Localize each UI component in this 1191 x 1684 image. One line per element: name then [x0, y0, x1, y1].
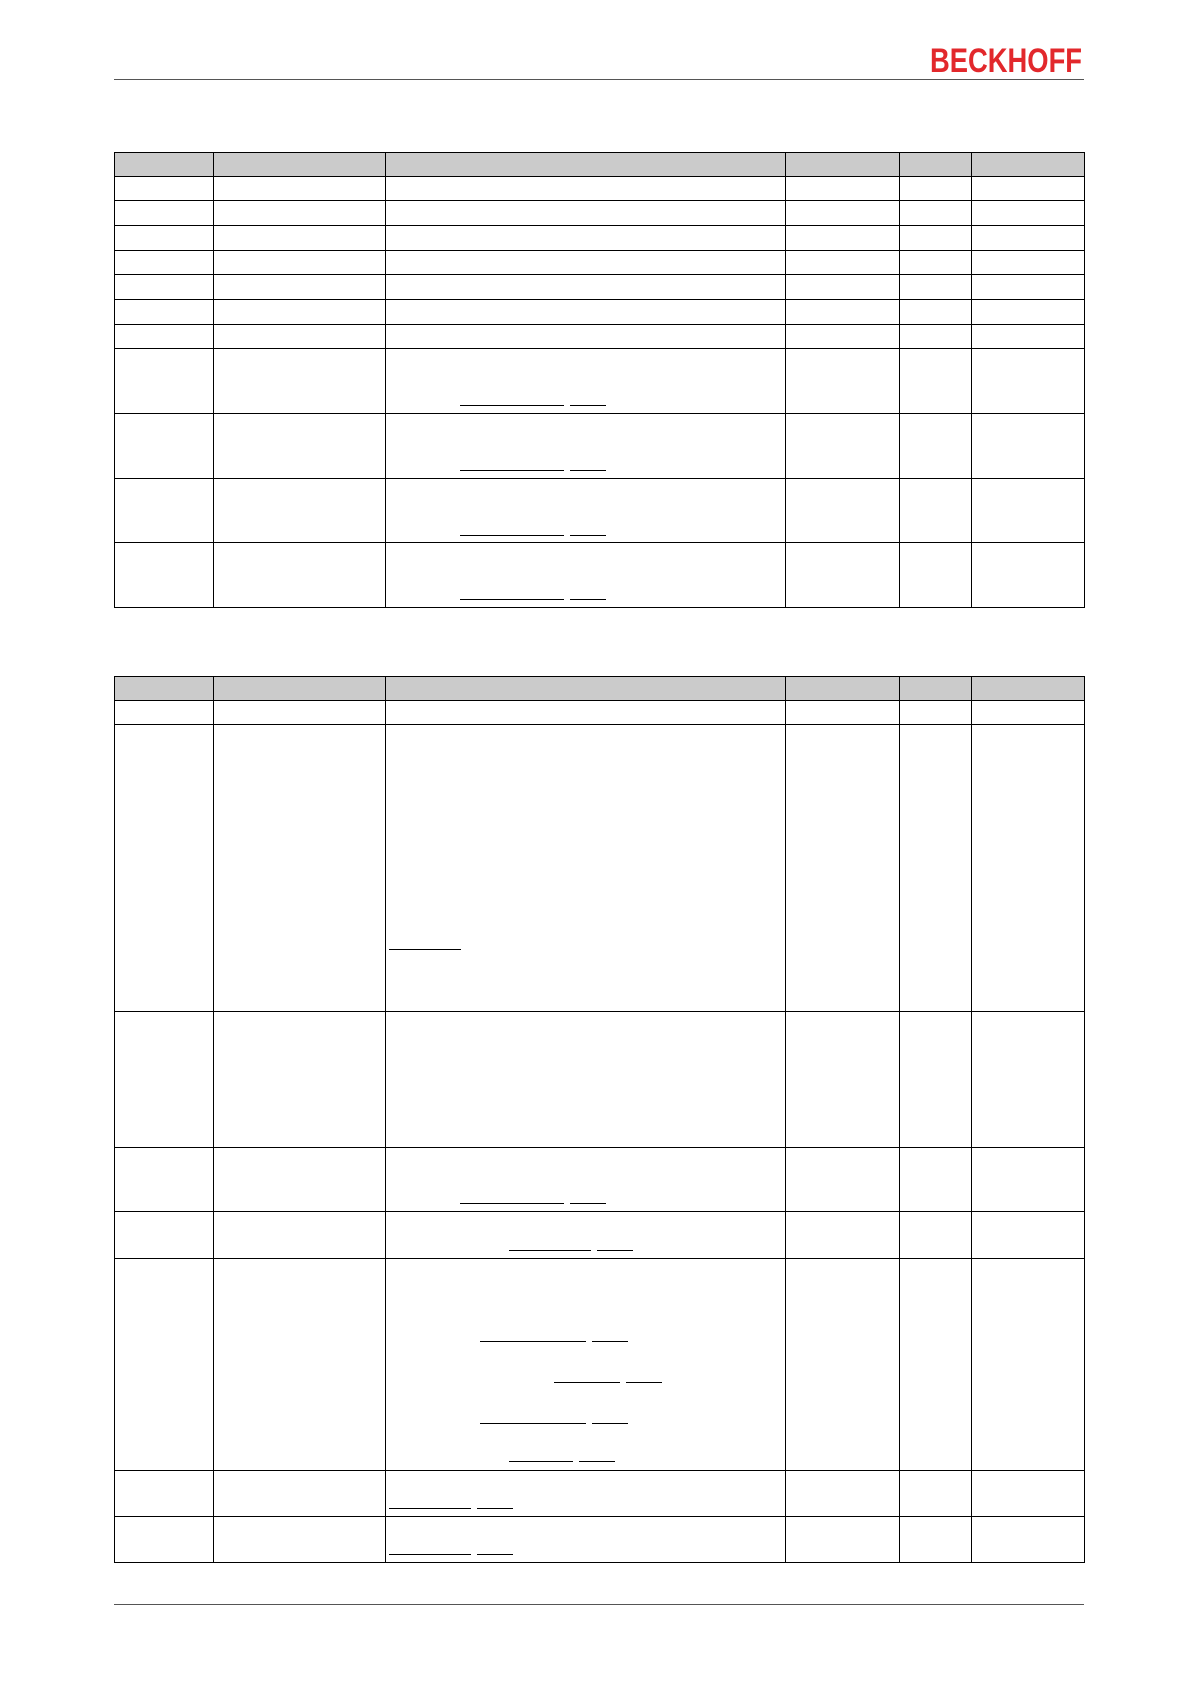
cell: [786, 1471, 900, 1517]
cell: [971, 325, 1084, 349]
header-cell-meaning: [385, 153, 785, 177]
link-underline: [389, 1554, 471, 1555]
cell: [214, 226, 386, 251]
cell: [900, 1517, 971, 1563]
cell: [115, 300, 214, 325]
cell: [971, 201, 1084, 226]
cell: [115, 226, 214, 251]
cell: [385, 300, 785, 325]
table-row: [115, 275, 1085, 300]
table-row: [115, 349, 1085, 414]
link-underline: [460, 599, 564, 600]
cell: [900, 543, 971, 608]
header-cell-name: [214, 677, 386, 701]
beckhoff-logo: [930, 42, 1084, 80]
link-underline: [570, 599, 606, 600]
cell: [115, 275, 214, 300]
cell: [786, 226, 900, 251]
link-underline: [626, 1382, 662, 1383]
parameter-table-2: [114, 676, 1085, 1563]
cell: [385, 414, 785, 479]
link-underline: [477, 1554, 513, 1555]
cell: [214, 1212, 386, 1259]
svg-text:BECKHOFF: BECKHOFF: [930, 42, 1082, 80]
header-cell-index: [115, 153, 214, 177]
cell: [786, 275, 900, 300]
cell: [385, 1259, 785, 1471]
cell: [900, 479, 971, 543]
cell: [385, 349, 785, 414]
table-row: [115, 543, 1085, 608]
cell: [900, 251, 971, 275]
cell: [214, 701, 386, 725]
table-row: [115, 725, 1085, 1012]
cell: [971, 543, 1084, 608]
table-row: [115, 701, 1085, 725]
link-underline: [579, 1461, 615, 1462]
link-underline: [460, 535, 564, 536]
cell: [900, 325, 971, 349]
cell: [385, 725, 785, 1012]
cell: [971, 1012, 1084, 1148]
link-underline: [477, 1508, 513, 1509]
table-header-row: [115, 677, 1085, 701]
table-row: [115, 325, 1085, 349]
link-underline: [460, 1203, 564, 1204]
link-underline: [592, 1341, 628, 1342]
link-underline: [509, 1250, 591, 1251]
link-underline: [570, 470, 606, 471]
link-underline: [592, 1423, 628, 1424]
cell: [971, 349, 1084, 414]
link-underline: [570, 1203, 606, 1204]
cell: [900, 177, 971, 201]
cell: [971, 414, 1084, 479]
cell: [115, 201, 214, 226]
cell: [971, 479, 1084, 543]
cell: [971, 177, 1084, 201]
cell: [214, 479, 386, 543]
cell: [971, 1517, 1084, 1563]
cell: [786, 1012, 900, 1148]
table-row: [115, 1148, 1085, 1212]
table-row: [115, 479, 1085, 543]
cell: [786, 701, 900, 725]
table-row: [115, 1517, 1085, 1563]
header-cell-meaning: [385, 677, 785, 701]
header-cell-flags: [900, 677, 971, 701]
cell: [214, 1517, 386, 1563]
cell: [115, 543, 214, 608]
cell: [214, 725, 386, 1012]
cell: [786, 725, 900, 1012]
cell: [900, 300, 971, 325]
cell: [214, 300, 386, 325]
cell: [385, 1012, 785, 1148]
cell: [214, 1148, 386, 1212]
cell: [115, 251, 214, 275]
cell: [786, 201, 900, 226]
cell: [971, 701, 1084, 725]
cell: [214, 201, 386, 226]
cell: [786, 414, 900, 479]
table-header-row: [115, 153, 1085, 177]
table-row: [115, 251, 1085, 275]
cell: [385, 1471, 785, 1517]
table-row: [115, 1471, 1085, 1517]
cell: [214, 275, 386, 300]
link-underline: [480, 1423, 586, 1424]
cell: [115, 1012, 214, 1148]
cell: [900, 1259, 971, 1471]
beckhoff-logo-image: [930, 42, 1084, 80]
cell: [385, 1517, 785, 1563]
cell: [385, 275, 785, 300]
cell: [385, 177, 785, 201]
table-row: [115, 1259, 1085, 1471]
cell: [786, 1212, 900, 1259]
cell: [214, 1259, 386, 1471]
header-cell-flags: [900, 153, 971, 177]
header-cell-name: [214, 153, 386, 177]
header-cell-data-type: [786, 153, 900, 177]
table-row: [115, 1012, 1085, 1148]
cell: [900, 414, 971, 479]
link-underline: [597, 1250, 633, 1251]
table-row: [115, 414, 1085, 479]
cell: [900, 1471, 971, 1517]
cell: [214, 1012, 386, 1148]
cell: [971, 226, 1084, 251]
cell: [385, 325, 785, 349]
cell: [786, 1259, 900, 1471]
cell: [214, 414, 386, 479]
cell: [971, 275, 1084, 300]
header-cell-index: [115, 677, 214, 701]
cell: [786, 543, 900, 608]
cell: [786, 177, 900, 201]
cell: [115, 1259, 214, 1471]
cell: [385, 1148, 785, 1212]
header-rule: [114, 79, 1084, 80]
cell: [385, 479, 785, 543]
cell: [115, 1517, 214, 1563]
cell: [214, 251, 386, 275]
cell: [786, 1148, 900, 1212]
table-row: [115, 177, 1085, 201]
cell: [385, 543, 785, 608]
link-underline: [389, 1508, 471, 1509]
cell: [385, 226, 785, 251]
header-cell-data-type: [786, 677, 900, 701]
link-underline: [389, 949, 461, 950]
cell: [971, 251, 1084, 275]
cell: [900, 201, 971, 226]
cell: [786, 479, 900, 543]
cell: [385, 701, 785, 725]
link-underline: [570, 535, 606, 536]
cell: [971, 1148, 1084, 1212]
cell: [786, 1517, 900, 1563]
table-row: [115, 300, 1085, 325]
cell: [214, 1471, 386, 1517]
cell: [385, 201, 785, 226]
cell: [900, 1148, 971, 1212]
header-cell-default: [971, 677, 1084, 701]
cell: [971, 300, 1084, 325]
cell: [900, 1212, 971, 1259]
cell: [115, 1471, 214, 1517]
cell: [786, 349, 900, 414]
footer-rule: [114, 1604, 1084, 1605]
cell: [115, 479, 214, 543]
cell: [115, 414, 214, 479]
cell: [115, 701, 214, 725]
cell: [786, 325, 900, 349]
cell: [385, 1212, 785, 1259]
cell: [971, 725, 1084, 1012]
cell: [786, 300, 900, 325]
link-underline: [460, 470, 564, 471]
cell: [214, 177, 386, 201]
cell: [900, 226, 971, 251]
cell: [900, 275, 971, 300]
link-underline: [554, 1382, 620, 1383]
link-underline: [480, 1341, 586, 1342]
cell: [214, 349, 386, 414]
cell: [971, 1471, 1084, 1517]
cell: [786, 251, 900, 275]
header-cell-default: [971, 153, 1084, 177]
cell: [214, 543, 386, 608]
link-underline: [509, 1461, 573, 1462]
cell: [900, 349, 971, 414]
cell: [971, 1212, 1084, 1259]
cell: [900, 701, 971, 725]
table-row: [115, 226, 1085, 251]
link-underline: [570, 405, 606, 406]
cell: [214, 325, 386, 349]
cell: [971, 1259, 1084, 1471]
table-row: [115, 1212, 1085, 1259]
table-row: [115, 201, 1085, 226]
cell: [115, 325, 214, 349]
parameter-table-1: [114, 152, 1085, 608]
cell: [115, 725, 214, 1012]
cell: [115, 349, 214, 414]
cell: [115, 1212, 214, 1259]
cell: [900, 1012, 971, 1148]
cell: [115, 177, 214, 201]
cell: [900, 725, 971, 1012]
cell: [385, 251, 785, 275]
link-underline: [460, 405, 564, 406]
cell: [115, 1148, 214, 1212]
